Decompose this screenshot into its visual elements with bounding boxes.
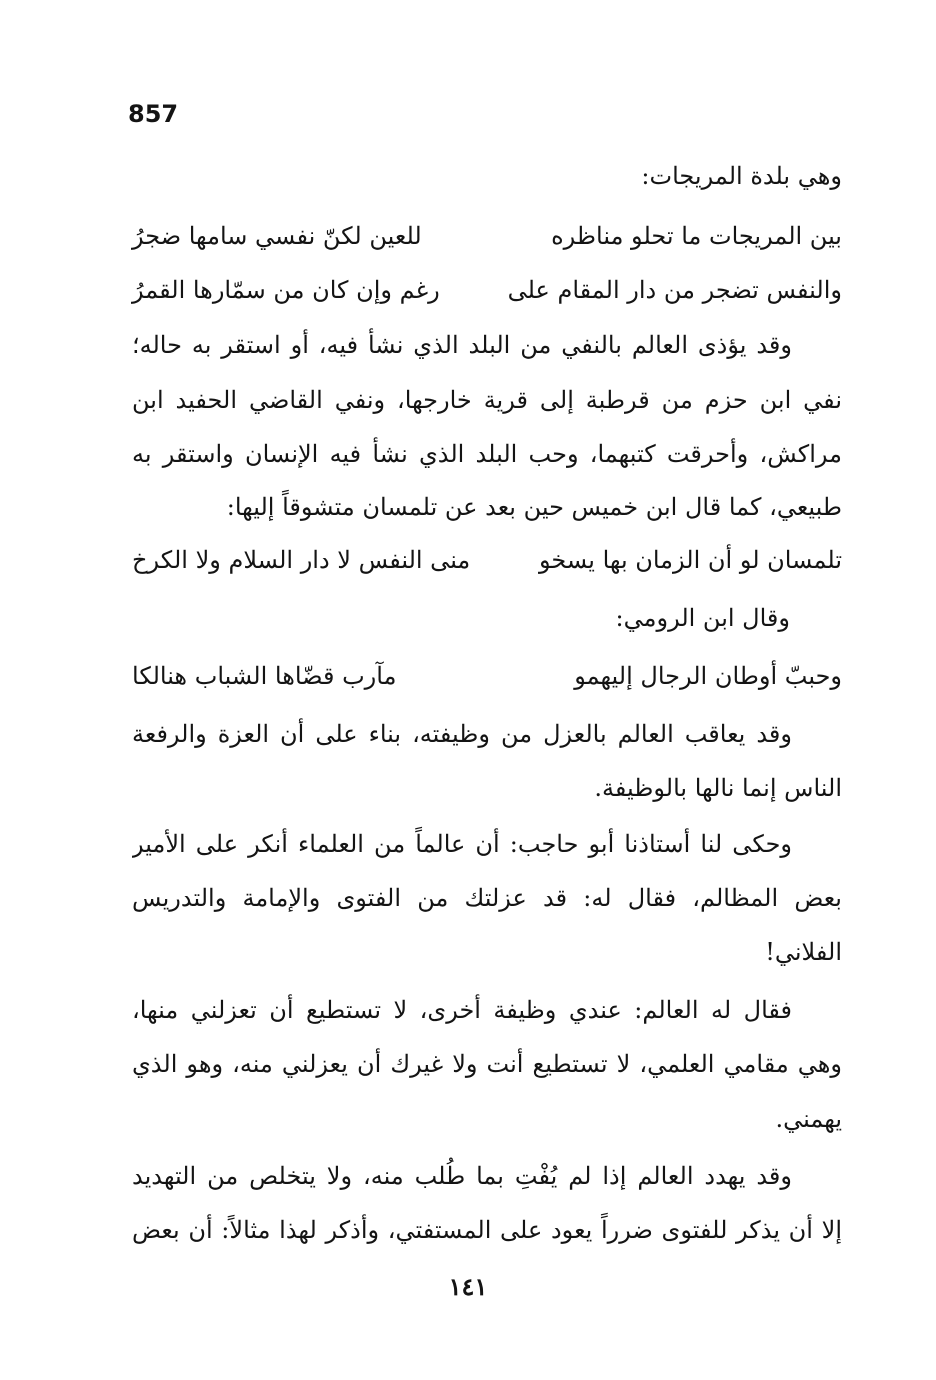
paragraph-line: وقد يعاقب العالم بالعزل من وظيفته، بناء على أن العزة والرفعة bbox=[132, 720, 792, 748]
verse bbox=[132, 216, 842, 256]
paragraph-line-text: الفلاني! bbox=[765, 938, 842, 966]
paragraph-line bbox=[132, 487, 842, 527]
page-number-bottom: ١٤١ bbox=[448, 1272, 488, 1301]
intro-text: وهي بلدة المريجات: bbox=[641, 162, 842, 190]
paragraph-line: إلا أن يذكر للفتوى ضرراً يعود على المستفتي، وأذكر لهذا مثالاً: أن بعض bbox=[132, 1216, 842, 1244]
verse-hemistich-left: مآرب قضّاها الشباب هنالكا bbox=[132, 662, 397, 690]
verse-hemistich-right: وحببّ أوطان الرجال إليهمو bbox=[574, 662, 842, 690]
verse bbox=[132, 270, 842, 310]
paragraph-line-text: الناس إنما نالها بالوظيفة. bbox=[594, 774, 842, 802]
paragraph-line bbox=[132, 1099, 842, 1139]
paragraph-line-text: طبيعي، كما قال ابن خميس حين بعد عن تلمسان متشوقاً إليها: bbox=[226, 493, 842, 521]
paragraph-line: وقد يهدد العالم إذا لم يُفْتِ بما طُلب منه، ولا يتخلص من التهديد bbox=[132, 1162, 792, 1190]
paragraph-line: وحكى لنا أستاذنا أبو حاجب: أن عالماً من العلماء أنكر على الأمير bbox=[132, 830, 792, 858]
paragraph-line bbox=[132, 768, 842, 808]
verse bbox=[132, 656, 842, 696]
verse-hemistich-left: منى النفس لا دار السلام ولا الكرخ bbox=[132, 546, 471, 574]
paragraph-line bbox=[132, 932, 842, 972]
paragraph-line: وهي مقامي العلمي، لا تستطيع أنت ولا غيرك أن يعزلني منه، وهو الذي bbox=[132, 1050, 842, 1078]
verse-hemistich-right: والنفس تضجر من دار المقام على bbox=[507, 276, 842, 304]
paragraph-line: نفي ابن حزم من قرطبة إلى قرية خارجها، ونفي القاضي الحفيد ابن bbox=[132, 386, 842, 414]
verse-hemistich-right: تلمسان لو أن الزمان بها يسخو bbox=[538, 546, 842, 574]
paragraph-line: وقد يؤذى العالم بالنفي من البلد الذي نشأ فيه، أو استقر به حاله؛ bbox=[132, 331, 792, 359]
intro-line bbox=[132, 598, 842, 638]
paragraph-line-text: يهمني. bbox=[775, 1105, 842, 1133]
verse-hemistich-left: للعين لكنّ نفسي سامها ضجرُ bbox=[132, 222, 422, 250]
paragraph-line: مراكش، وأحرقت كتبهما، وحب البلد الذي نشأ فيه الإنسان واستقر به bbox=[132, 440, 842, 468]
intro-text: وقال ابن الرومي: bbox=[615, 604, 790, 632]
verse-hemistich-left: رغم وإن كان من سمّارها القمرُ bbox=[132, 276, 440, 304]
page-number-top: 857 bbox=[128, 100, 179, 128]
verse bbox=[132, 540, 842, 580]
paragraph-line: بعض المظالم، فقال له: قد عزلتك من الفتوى والإمامة والتدريس bbox=[132, 884, 842, 912]
intro-line bbox=[132, 156, 842, 196]
paragraph-line: فقال له العالم: عندي وظيفة أخرى، لا تستطيع أن تعزلني منها، bbox=[132, 996, 792, 1024]
verse-hemistich-right: بين المريجات ما تحلو مناظره bbox=[551, 222, 842, 250]
